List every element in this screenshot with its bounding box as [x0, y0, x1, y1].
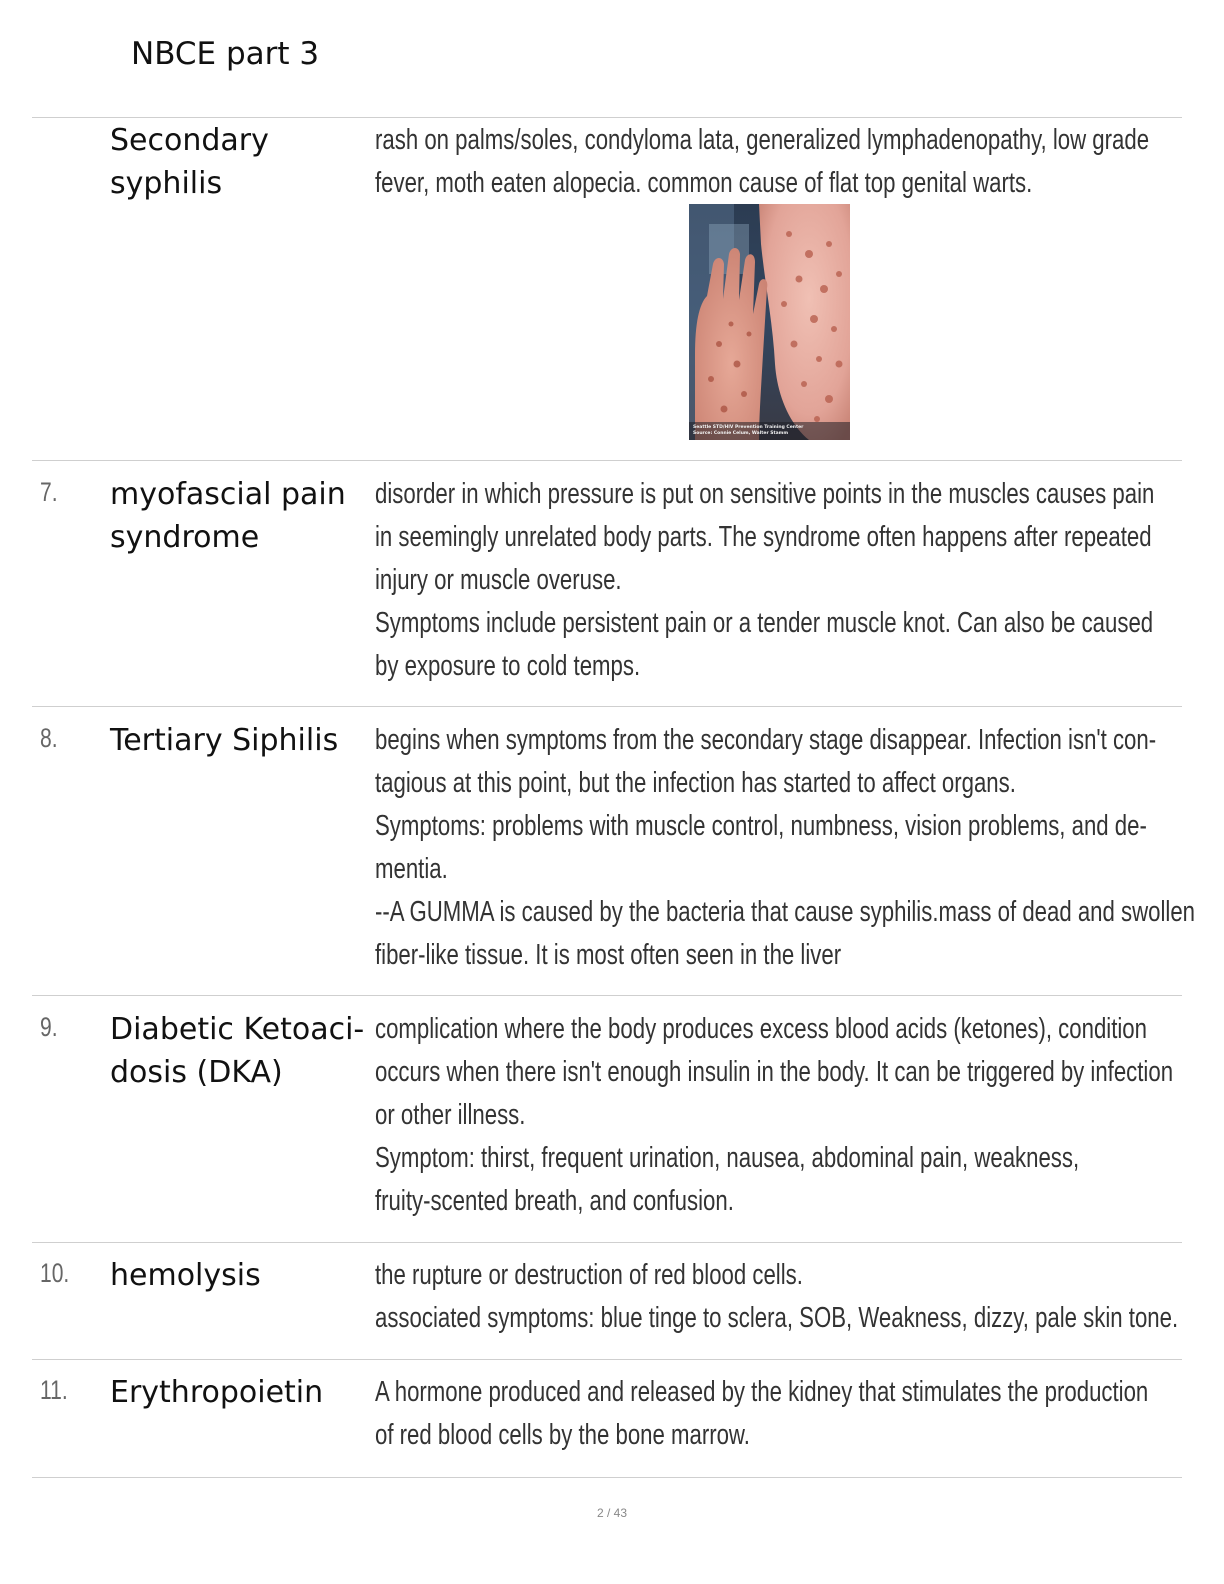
term-line: syphilis	[110, 166, 223, 201]
definition-line: injury or muscle overuse.	[375, 564, 622, 596]
card-term	[110, 473, 372, 559]
definition-line: Symptoms: problems with muscle control, numbness, vision problems, and de-	[375, 810, 1147, 842]
term-line: myofascial pain	[110, 477, 346, 512]
card-term	[110, 1008, 372, 1094]
card-term	[110, 1254, 372, 1297]
card-number: 8.	[40, 723, 58, 753]
definition-line: or other illness.	[375, 1099, 526, 1131]
term-line: syndrome	[110, 520, 260, 555]
definition-line: Symptoms include persistent pain or a tender muscle knot. Can also be caused	[375, 607, 1154, 639]
card-term	[110, 1371, 372, 1414]
definition-line: of red blood cells by the bone marrow.	[375, 1419, 750, 1451]
card-number: 11.	[40, 1375, 68, 1405]
card-definition	[375, 1371, 1186, 1457]
term-line: hemolysis	[110, 1258, 261, 1293]
divider	[32, 706, 1182, 707]
card-definition	[375, 719, 1196, 977]
document-title: NBCE part 3	[131, 36, 320, 72]
definition-line: A hormone produced and released by the kidney that stimulates the production	[375, 1376, 1149, 1408]
divider	[32, 1359, 1182, 1360]
definition-line: mentia.	[375, 853, 448, 885]
term-line: dosis (DKA)	[110, 1055, 283, 1090]
card-number: 10.	[40, 1258, 70, 1288]
secondary-syphilis-rash-photo	[689, 204, 850, 440]
term-line: Secondary	[110, 123, 269, 158]
photo-caption	[693, 425, 803, 437]
definition-line: the rupture or destruction of red blood cells.	[375, 1259, 803, 1291]
card-definition	[375, 473, 1186, 688]
definition-line: --A GUMMA is caused by the bacteria that cause syphilis.mass of dead and swollen	[375, 896, 1196, 928]
divider	[32, 117, 1182, 118]
definition-line: Symptom: thirst, frequent urination, nausea, abdominal pain, weakness,	[375, 1142, 1080, 1174]
definition-line: rash on palms/soles, condyloma lata, generalized lymphadenopathy, low grade	[375, 124, 1150, 156]
card-definition	[375, 1008, 1186, 1223]
definition-line: in seemingly unrelated body parts. The syndrome often happens after repeated	[375, 521, 1152, 553]
divider	[32, 1477, 1182, 1478]
definition-line: begins when symptoms from the secondary stage disappear. Infection isn't con-	[375, 724, 1157, 756]
definition-line: fiber-like tissue. It is most often seen in the liver	[375, 939, 842, 971]
card-number: 7.	[40, 477, 58, 507]
card-term	[110, 119, 372, 205]
term-line: Diabetic Ketoaci-	[110, 1012, 365, 1047]
definition-line: occurs when there isn't enough insulin in the body. It can be triggered by infection	[375, 1056, 1174, 1088]
card-definition	[375, 119, 1186, 205]
definition-line: fever, moth eaten alopecia. common cause of flat top genital warts.	[375, 167, 1033, 199]
definition-line: complication where the body produces excess blood acids (ketones), condition	[375, 1013, 1147, 1045]
term-line: Tertiary Siphilis	[110, 723, 339, 758]
divider	[32, 995, 1182, 996]
card-number: 9.	[40, 1012, 58, 1042]
definition-line: fruity-scented breath, and confusion.	[375, 1185, 734, 1217]
definition-line: disorder in which pressure is put on sensitive points in the muscles causes pain	[375, 478, 1155, 510]
photo-caption-line: Source: Connie Celum, Walter Stamm	[693, 431, 789, 436]
definition-line: by exposure to cold temps.	[375, 650, 641, 682]
definition-line: tagious at this point, but the infection has started to affect organs.	[375, 767, 1016, 799]
card-definition	[375, 1254, 1186, 1340]
divider	[32, 1242, 1182, 1243]
photo-caption-line: Seattle STD/HIV Prevention Training Center	[693, 425, 804, 430]
definition-line: associated symptoms: blue tinge to sclera, SOB, Weakness, dizzy, pale skin tone.	[375, 1302, 1179, 1334]
divider	[32, 460, 1182, 461]
page-number: 2 / 43	[596, 1506, 628, 1520]
term-line: Erythropoietin	[110, 1375, 324, 1410]
card-term	[110, 719, 372, 762]
